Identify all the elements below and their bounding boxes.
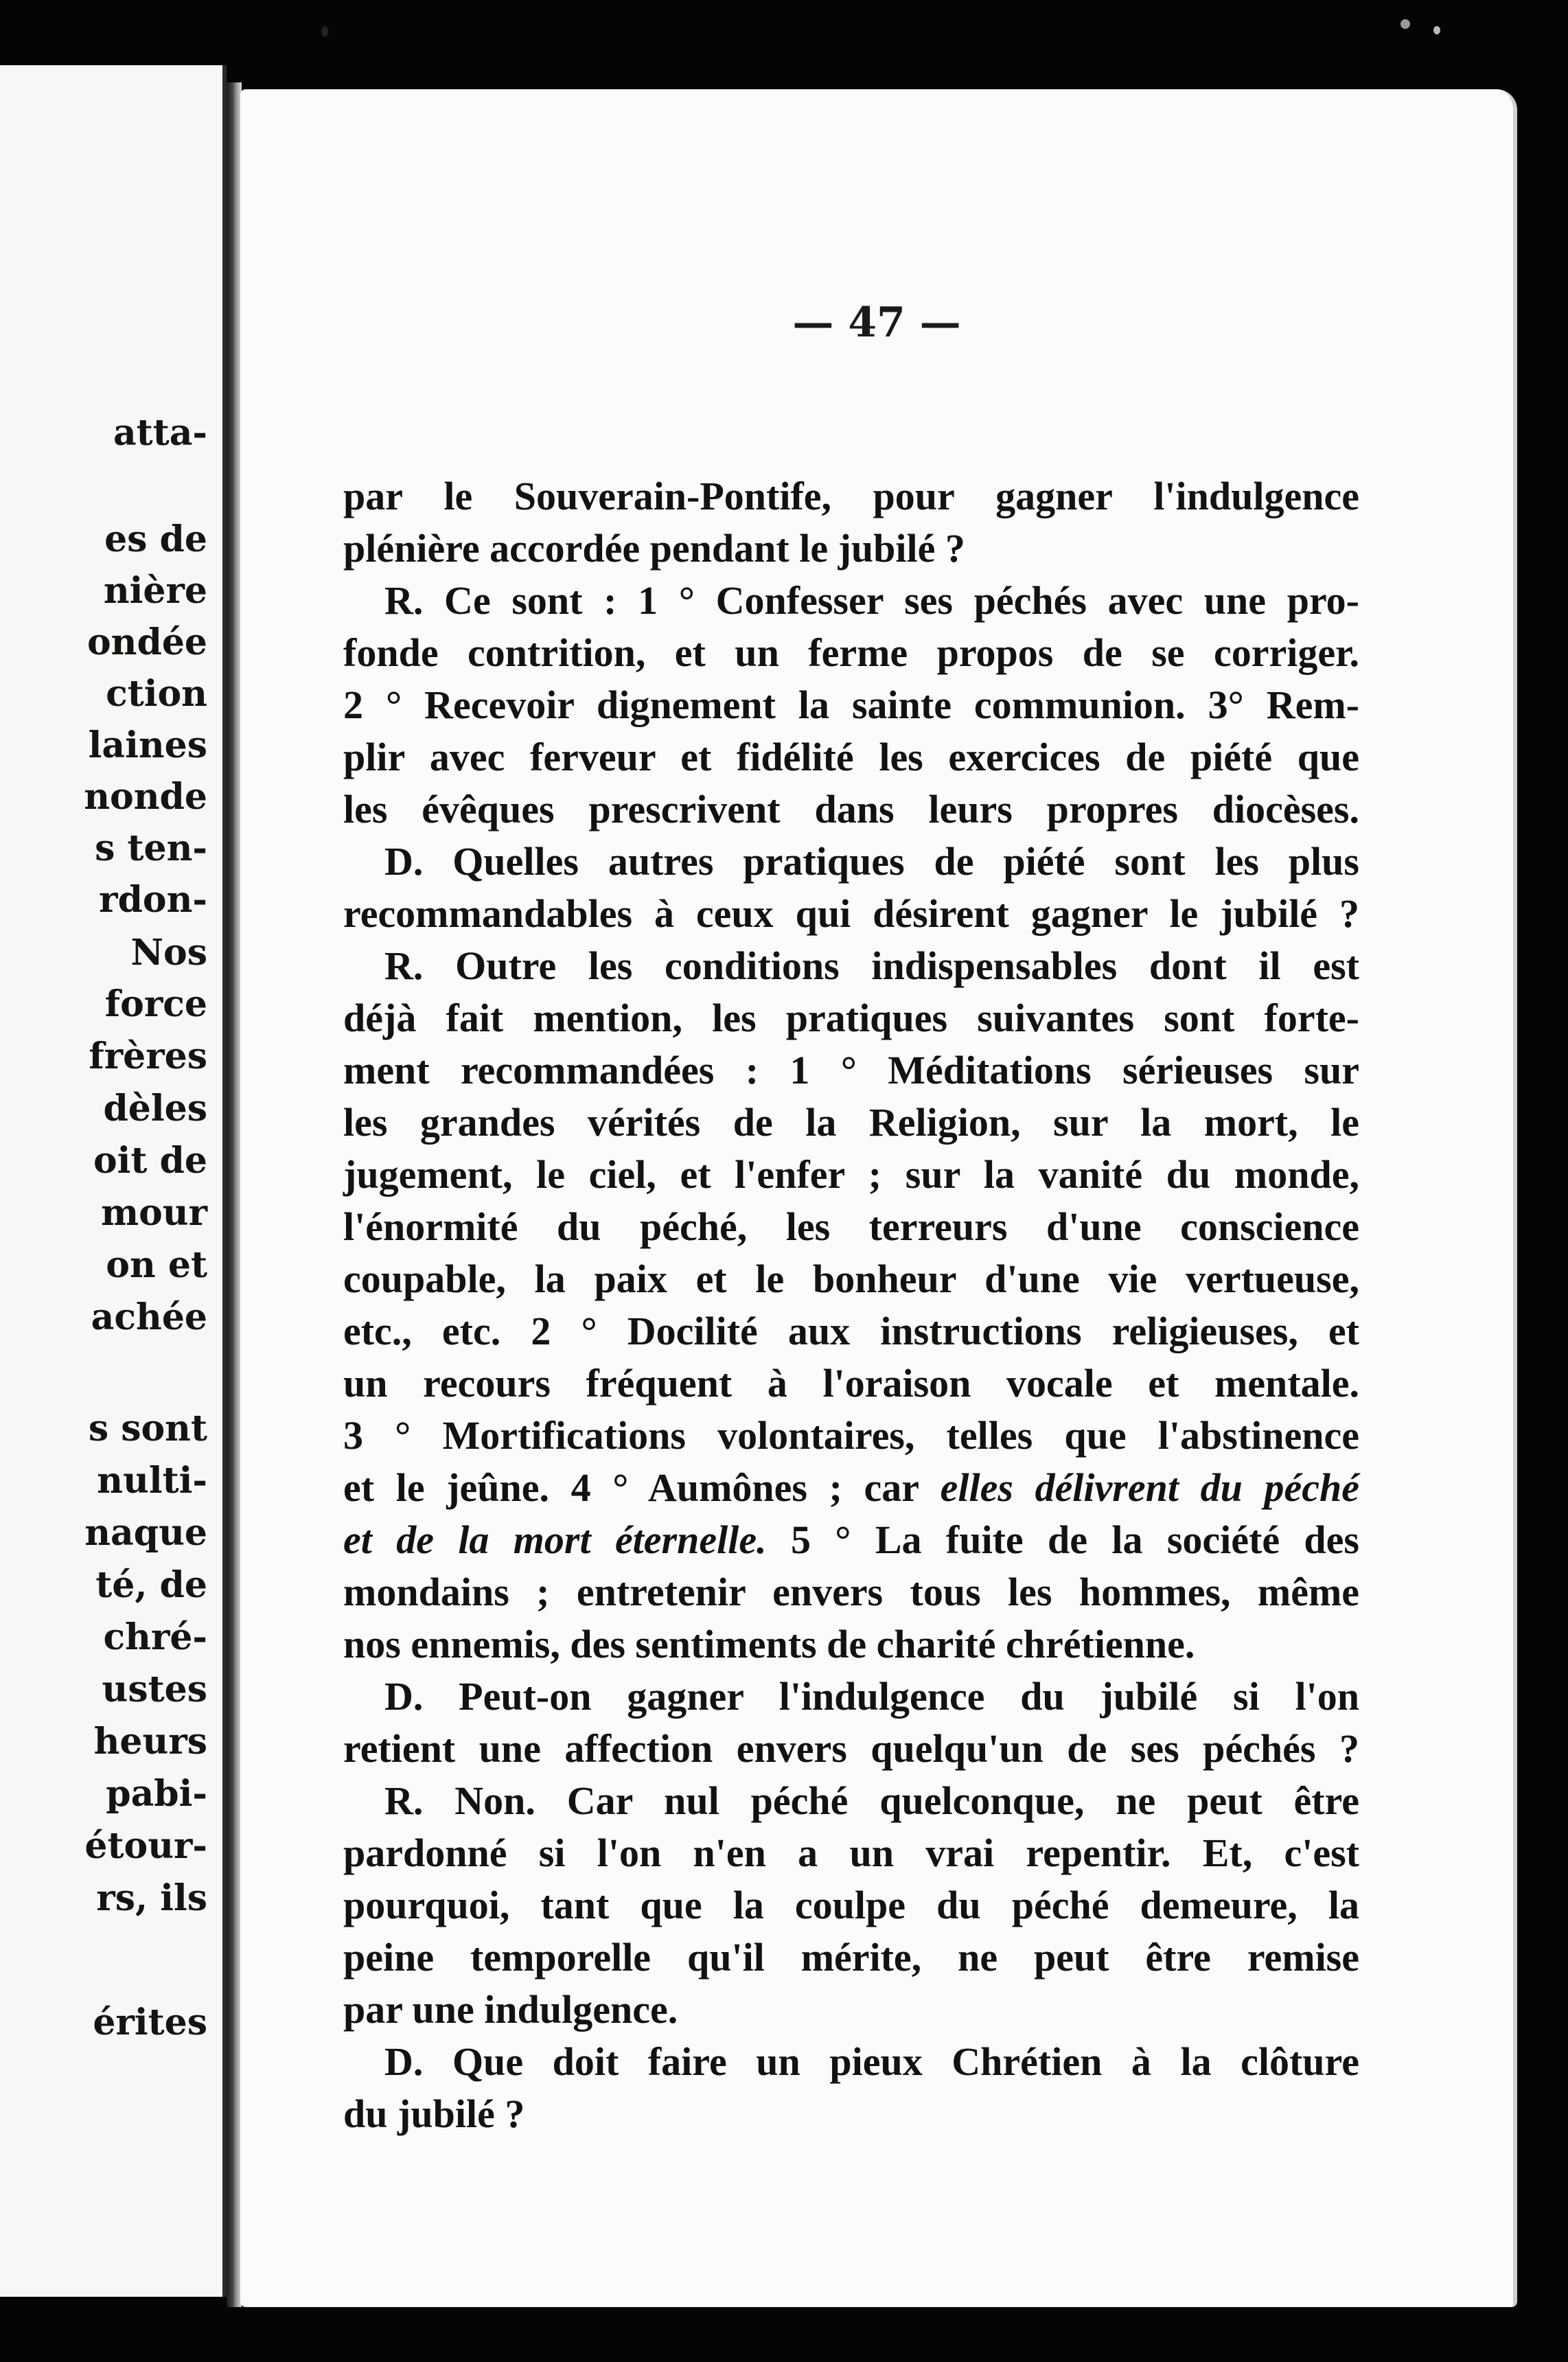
prev-fragment: laines	[88, 724, 207, 766]
text-line: R. Non. Car nul péché quelconque, ne peut être	[384, 1778, 1359, 1823]
italic-text-segment: et de la mort éternelle.	[343, 1517, 767, 1562]
text-line: pardonné si l'on n'en a un vrai repentir. Et, c'est	[343, 1831, 1359, 1875]
prev-fragment: naque	[84, 1512, 207, 1554]
scan-speck	[1400, 19, 1410, 29]
text-line: un recours fréquent à l'oraison vocale et mentale.	[343, 1361, 1359, 1406]
text-line: retient une affection envers quelqu'un de ses péchés ?	[343, 1726, 1359, 1771]
text-line	[343, 1462, 1359, 1514]
prev-fragment: oit de	[93, 1140, 207, 1182]
text-line: par le Souverain-Pontife, pour gagner l'indulgence	[343, 474, 1359, 518]
text-line: etc., etc. 2 ° Docilité aux instructions religieuses, et	[343, 1309, 1359, 1353]
scan-speck	[1433, 26, 1440, 34]
prev-fragment: ustes	[102, 1669, 207, 1710]
text-line: ment recommandées : 1 ° Méditations sérieuses sur	[343, 1048, 1359, 1092]
text-line: mondains ; entretenir envers tous les hommes, même	[343, 1570, 1359, 1614]
text-line: déjà fait mention, les pratiques suivantes sont forte-	[343, 996, 1359, 1040]
text-line: D. Peut-on gagner l'indulgence du jubilé si l'on	[384, 1674, 1359, 1719]
text-line: plénière accordée pendant le jubilé ?	[343, 526, 965, 571]
prev-fragment: chré-	[103, 1616, 207, 1658]
text-segment: 5 ° La fuite de la société des	[766, 1517, 1359, 1562]
text-line: recommandables à ceux qui désirent gagner le jubilé ?	[343, 891, 1359, 936]
prev-fragment: rdon-	[99, 879, 207, 921]
prev-fragment: nulti-	[97, 1460, 207, 1502]
prev-fragment: érites	[93, 2002, 207, 2043]
text-line: par une indulgence.	[343, 1987, 678, 2032]
prev-fragment: achée	[91, 1296, 207, 1338]
text-line: fonde contrition, et un ferme propos de se corriger.	[343, 630, 1359, 675]
prev-fragment: Nos	[130, 932, 207, 974]
text-line: peine temporelle qu'il mérite, ne peut être remise	[343, 1935, 1359, 1980]
prev-fragment: dèles	[103, 1088, 207, 1130]
prev-fragment: mour	[101, 1192, 207, 1234]
text-line: R. Ce sont : 1 ° Confesser ses péchés avec une pro-	[384, 578, 1359, 623]
text-line: R. Outre les conditions indispensables dont il est	[384, 943, 1359, 988]
text-line: jugement, le ciel, et l'enfer ; sur la vanité du monde,	[343, 1152, 1359, 1197]
text-line: plir avec ferveur et fidélité les exercices de piété que	[343, 735, 1359, 779]
book-gutter	[227, 82, 242, 2307]
text-line: les évêques prescrivent dans leurs propres diocèses.	[343, 787, 1359, 832]
text-line: coupable, la paix et le bonheur d'une vie vertueuse,	[343, 1257, 1359, 1301]
text-line: pourquoi, tant que la coulpe du péché demeure, la	[343, 1883, 1359, 1927]
page-number: — 47 —	[792, 299, 961, 347]
prev-fragment: nonde	[84, 776, 207, 818]
prev-fragment: atta-	[113, 412, 207, 454]
text-line: D. Que doit faire un pieux Chrétien à la clôture	[384, 2039, 1359, 2084]
text-line: les grandes vérités de la Religion, sur la mort, le	[343, 1100, 1359, 1145]
prev-fragment: force	[104, 983, 207, 1025]
prev-fragment: rs, ils	[96, 1877, 207, 1919]
text-line: l'énormité du péché, les terreurs d'une conscience	[343, 1204, 1359, 1249]
prev-fragment: ction	[106, 673, 207, 715]
prev-fragment: heurs	[93, 1721, 207, 1763]
prev-fragment: s sont	[88, 1408, 207, 1449]
prev-fragment: nière	[103, 570, 207, 612]
prev-fragment: pabi-	[106, 1773, 207, 1815]
prev-fragment: es de	[104, 518, 207, 560]
text-line: du jubilé ?	[343, 2091, 525, 2136]
text-segment: et le jeûne. 4 ° Aumônes ; car	[343, 1465, 941, 1510]
prev-fragment: té, de	[95, 1564, 207, 1606]
prev-fragment: ondée	[87, 621, 207, 663]
text-line	[343, 1514, 1359, 1566]
prev-fragment: s ten-	[95, 827, 207, 869]
prev-fragment: frères	[89, 1035, 207, 1077]
prev-fragment: on et	[106, 1244, 207, 1286]
previous-page	[0, 65, 227, 2297]
italic-text-segment: elles délivrent du péché	[940, 1465, 1359, 1510]
text-line: D. Quelles autres pratiques de piété sont les plus	[384, 839, 1359, 884]
scan-speck	[321, 26, 328, 37]
text-line: 3 ° Mortifications volontaires, telles que l'abstinence	[343, 1413, 1359, 1458]
book-page	[240, 89, 1517, 2307]
text-line: nos ennemis, des sentiments de charité chrétienne.	[343, 1622, 1195, 1666]
prev-fragment: étour-	[84, 1825, 207, 1867]
text-line: 2 ° Recevoir dignement la sainte communion. 3° Rem-	[343, 683, 1359, 727]
